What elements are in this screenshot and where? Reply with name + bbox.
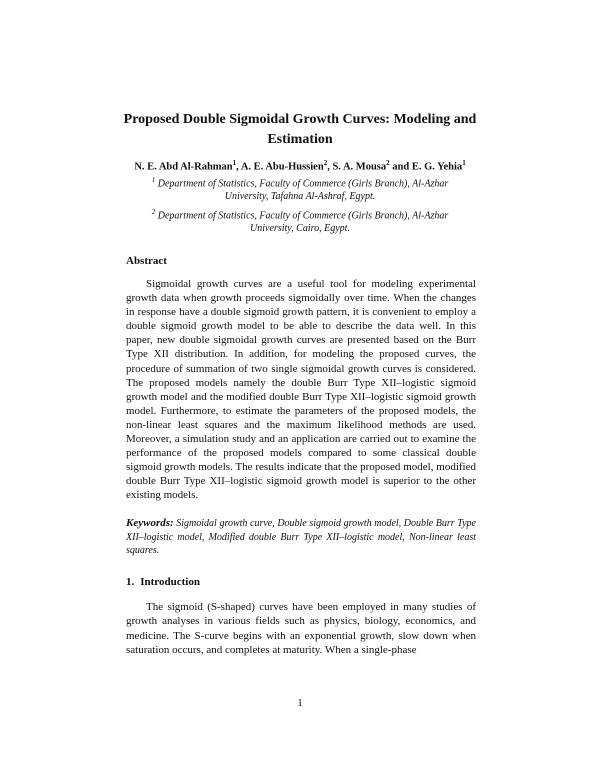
abstract-heading: Abstract	[126, 255, 167, 267]
affiliation-1	[150, 174, 450, 203]
section-heading-introduction	[126, 576, 200, 588]
page-number: 1	[297, 697, 303, 709]
affiliation-text: Department of Statistics, Faculty of Commerce (Girls Branch), Al-Azhar University, Tafahna Al-Ashraf, Egypt.	[157, 178, 449, 203]
author-separator: ,	[327, 161, 333, 173]
author-name: S. A. Mousa	[332, 161, 387, 173]
author-affil-marker: 1	[232, 159, 237, 167]
author-name: A. E. Abu-Hussien	[240, 161, 324, 173]
author-separator: and	[389, 161, 412, 173]
section-title: Introduction	[140, 576, 200, 588]
author-list	[60, 156, 540, 175]
introduction-body: The sigmoid (S-shaped) curves have been employed in many studies of growth analyses in various fields such as physics, biology, economics, and medicine. The S-curve begins with an exponential growth, slow down when saturation occurs, and completes at maturity. When a single-phase	[126, 601, 476, 656]
affiliation-2	[150, 206, 450, 235]
author-affil-marker: 1	[462, 159, 466, 167]
keywords	[126, 517, 476, 558]
affiliation-text: Department of Statistics, Faculty of Commerce (Girls Branch), Al-Azhar University, Cairo, Egypt.	[157, 210, 449, 235]
author-name: N. E. Abd Al-Rahman	[134, 161, 233, 173]
author-affil-marker: 2	[323, 159, 328, 167]
affiliation-marker: 2	[151, 208, 156, 216]
affiliation-marker: 1	[151, 176, 156, 184]
author-separator: ,	[236, 161, 241, 173]
keywords-label: Keywords:	[126, 517, 174, 529]
section-number: 1.	[126, 576, 135, 588]
author-name: E. G. Yehia	[411, 161, 463, 173]
keywords-text: Sigmoidal growth curve, Double sigmoid growth model, Double Burr Type XII–logistic model, Modified double Burr Type XII–logistic model, Non-linear least squares.	[126, 518, 476, 556]
author-affil-marker: 2	[386, 159, 390, 167]
abstract-body: Sigmoidal growth curves are a useful tool for modeling experimental growth data when growth proceeds sigmoidally over time. When the changes in response have a double sigmoid growth pattern, it is convenient to employ a double sigmoid growth model to be able to describe the data well. In this paper, new double sigmoidal growth curves are presented based on the Burr Type XII distribution. In addition, for modeling the proposed curves, the procedure of summation of two single sigmoidal growth curves is considered. The proposed models namely the double Burr Type XII–logistic sigmoid growth model and the modified double Burr Type XII–logistic sigmoid growth model. Furthermore, to estimate the parameters of the proposed models, the non-linear least squares and the maximum likelihood methods are used. Moreover, a simulation study and an application are carried out to examine the performance of the proposed models compared to some classical double sigmoid growth models. The results indicate that the proposed model, modified double Burr Type XII–logistic sigmoid growth model is superior to the other existing models.	[126, 278, 476, 502]
paper-title: Proposed Double Sigmoidal Growth Curves: Modeling and Estimation	[123, 112, 477, 147]
